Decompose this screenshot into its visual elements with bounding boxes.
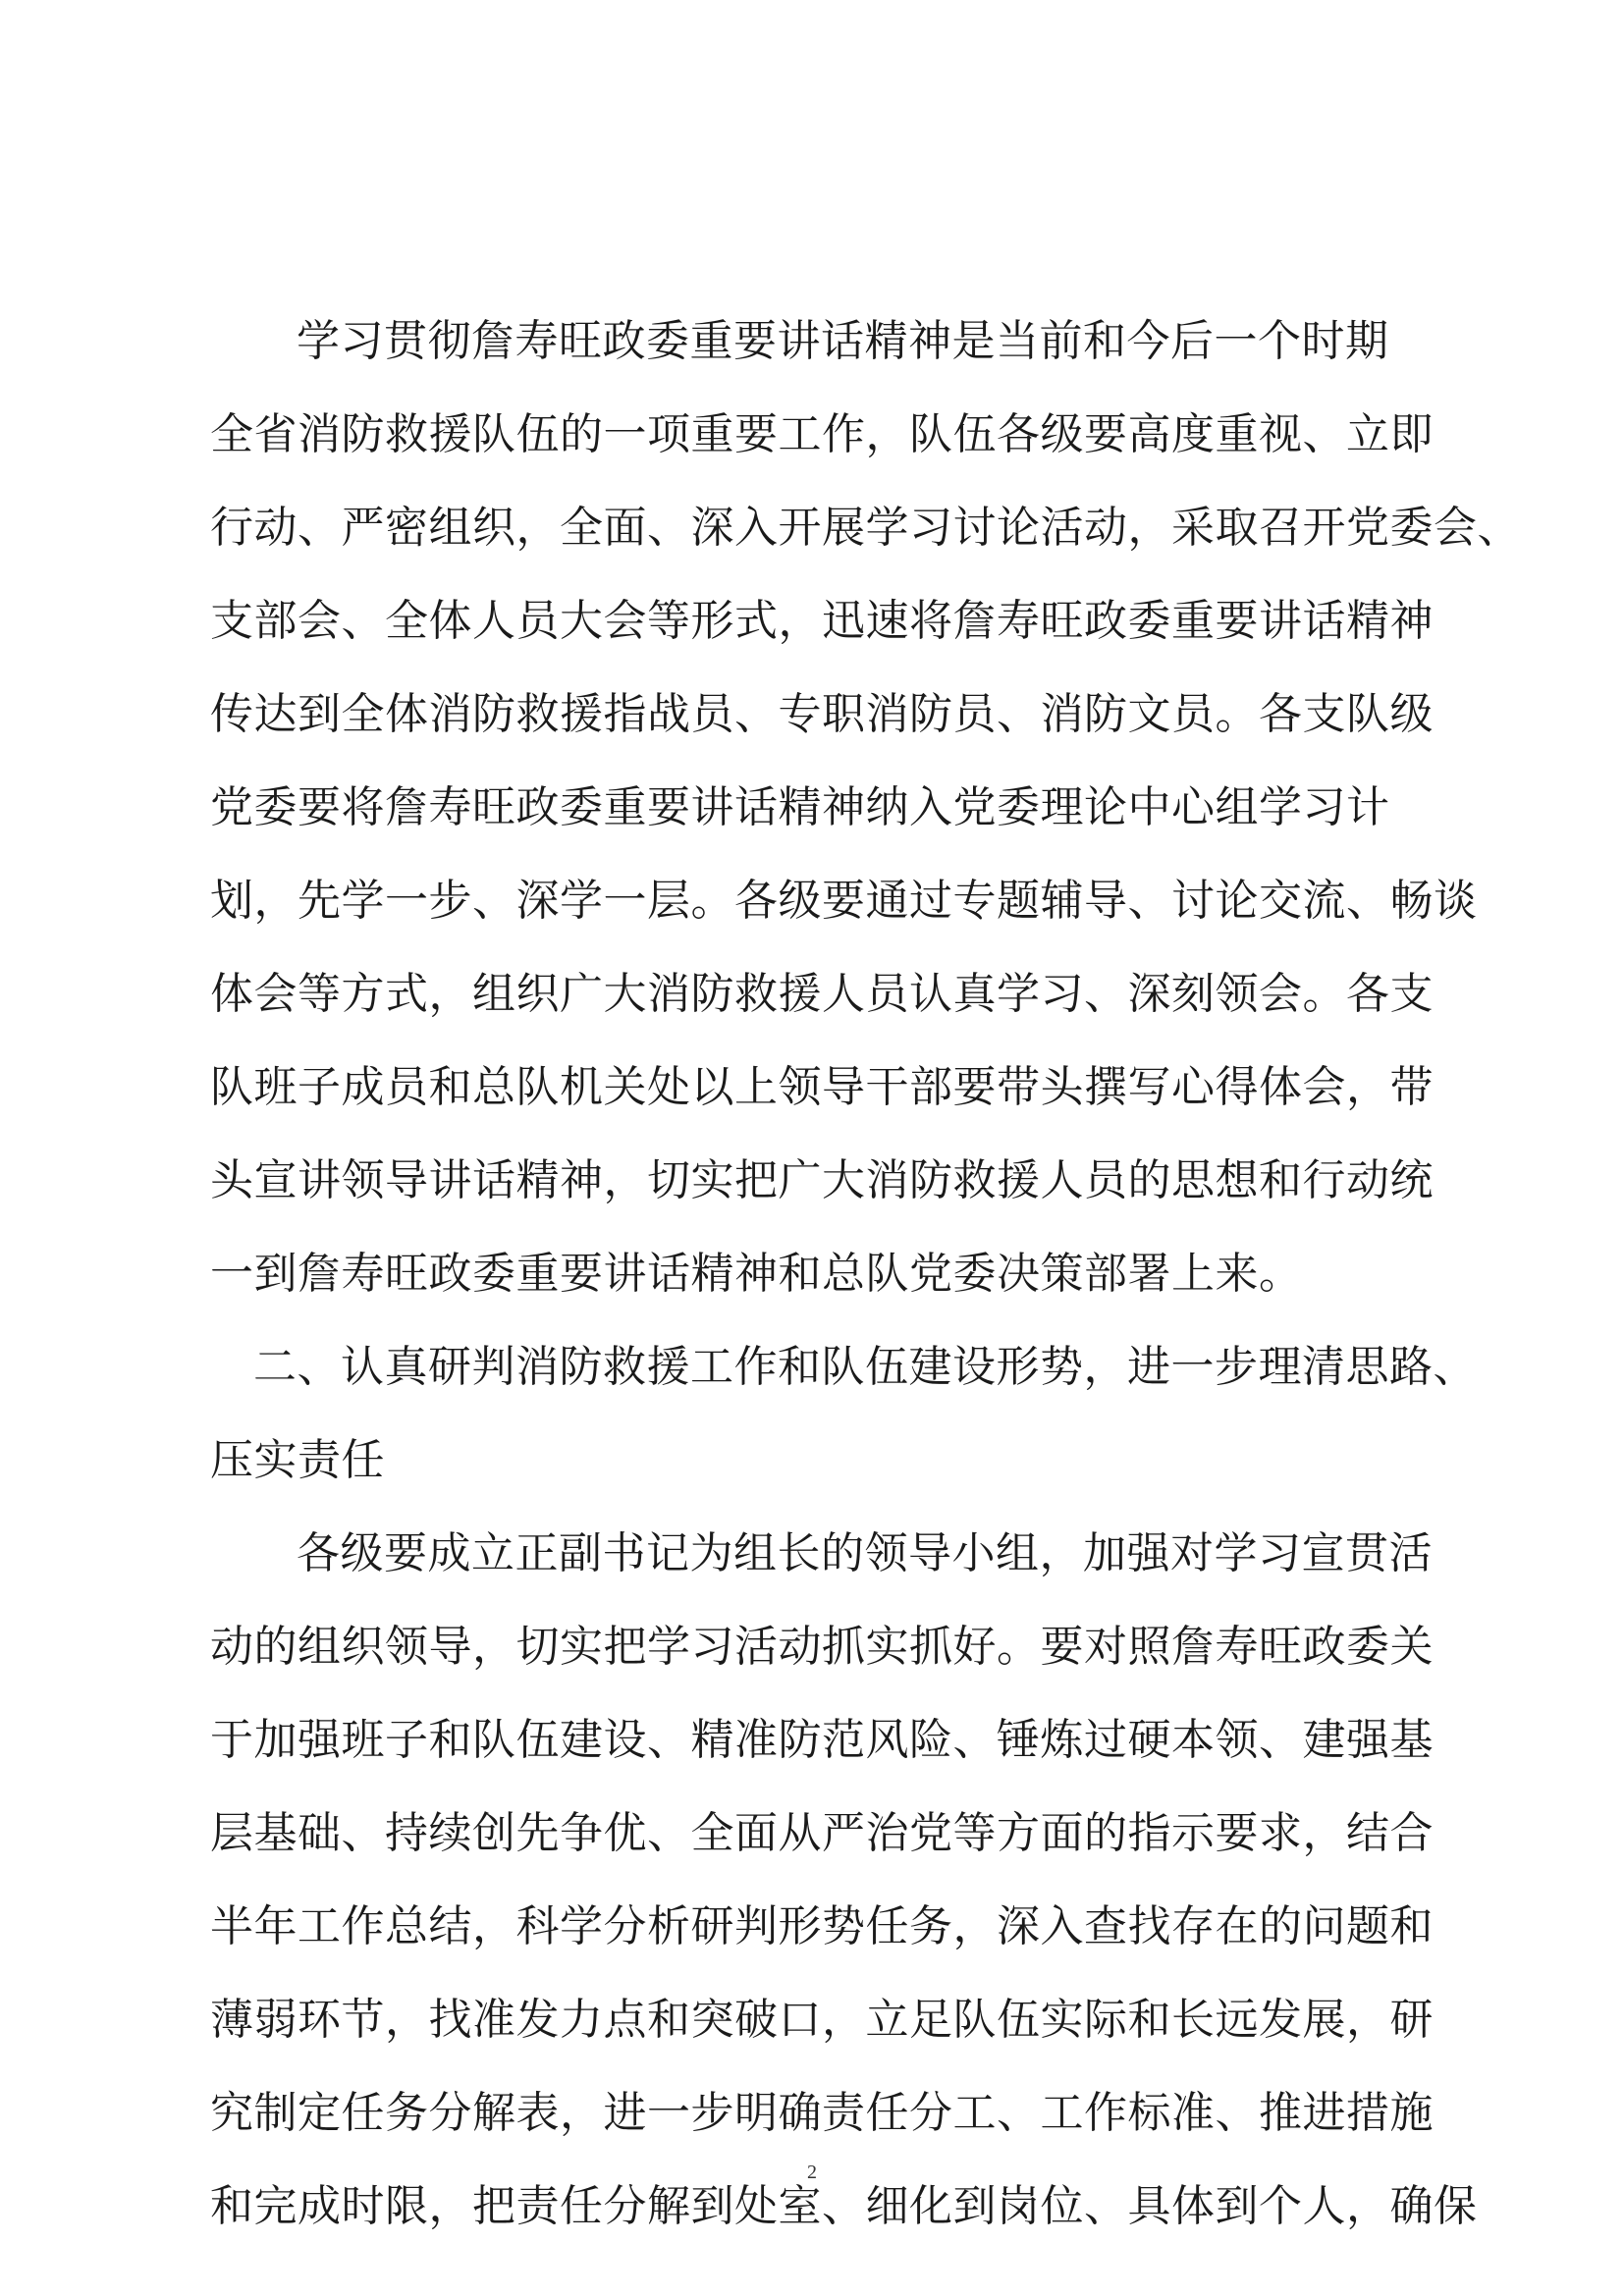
paragraph-2-line-8: 和完成时限，把责任分解到处室、细化到岗位、具体到个人，确保 — [210, 2181, 1478, 2231]
paragraph-2-line-3: 于加强班子和队伍建设、精准防范风险、锤炼过硬本领、建强基 — [210, 1715, 1434, 1765]
paragraph-1-line-1: 学习贯彻詹寿旺政委重要讲话精神是当前和今后一个时期 — [297, 316, 1389, 366]
page-number: 2 — [807, 2162, 817, 2183]
paragraph-1-line-6: 党委要将詹寿旺政委重要讲话精神纳入党委理论中心组学习计 — [210, 782, 1390, 832]
paragraph-2-line-4: 层基础、持续创先争优、全面从严治党等方面的指示要求，结合 — [210, 1808, 1434, 1858]
section-heading-line-2: 压实责任 — [210, 1435, 385, 1485]
paragraph-2-line-7: 究制定任务分解表，进一步明确责任分工、工作标准、推进措施 — [210, 2088, 1434, 2138]
paragraph-2-line-6: 薄弱环节，找准发力点和突破口，立足队伍实际和长远发展，研 — [210, 1995, 1434, 2045]
paragraph-2-line-1: 各级要成立正副书记为组长的领导小组，加强对学习宣贯活 — [297, 1528, 1433, 1578]
paragraph-1-line-8: 体会等方式，组织广大消防救援人员认真学习、深刻领会。各支 — [210, 969, 1434, 1019]
paragraph-2-line-5: 半年工作总结，科学分析研判形势任务，深入查找存在的问题和 — [210, 1901, 1434, 1951]
paragraph-1-line-5: 传达到全体消防救援指战员、专职消防员、消防文员。各支队级 — [210, 689, 1434, 739]
section-heading-line-1: 二、认真研判消防救援工作和队伍建设形势，进一步理清思路、 — [253, 1342, 1477, 1392]
paragraph-2-line-2: 动的组织领导，切实把学习活动抓实抓好。要对照詹寿旺政委关 — [210, 1622, 1434, 1672]
paragraph-1-line-4: 支部会、全体人员大会等形式，迅速将詹寿旺政委重要讲话精神 — [210, 596, 1434, 646]
paragraph-1-line-7: 划，先学一步、深学一层。各级要通过专题辅导、讨论交流、畅谈 — [210, 876, 1478, 926]
paragraph-1-line-11: 一到詹寿旺政委重要讲话精神和总队党委决策部署上来。 — [210, 1249, 1303, 1299]
paragraph-1-line-2: 全省消防救援队伍的一项重要工作，队伍各级要高度重视、立即 — [210, 409, 1434, 459]
paragraph-1-line-10: 头宣讲领导讲话精神，切实把广大消防救援人员的思想和行动统 — [210, 1155, 1434, 1205]
paragraph-1-line-9: 队班子成员和总队机关处以上领导干部要带头撰写心得体会，带 — [210, 1062, 1434, 1112]
paragraph-1-line-3: 行动、严密组织，全面、深入开展学习讨论活动，采取召开党委会、 — [210, 503, 1521, 553]
